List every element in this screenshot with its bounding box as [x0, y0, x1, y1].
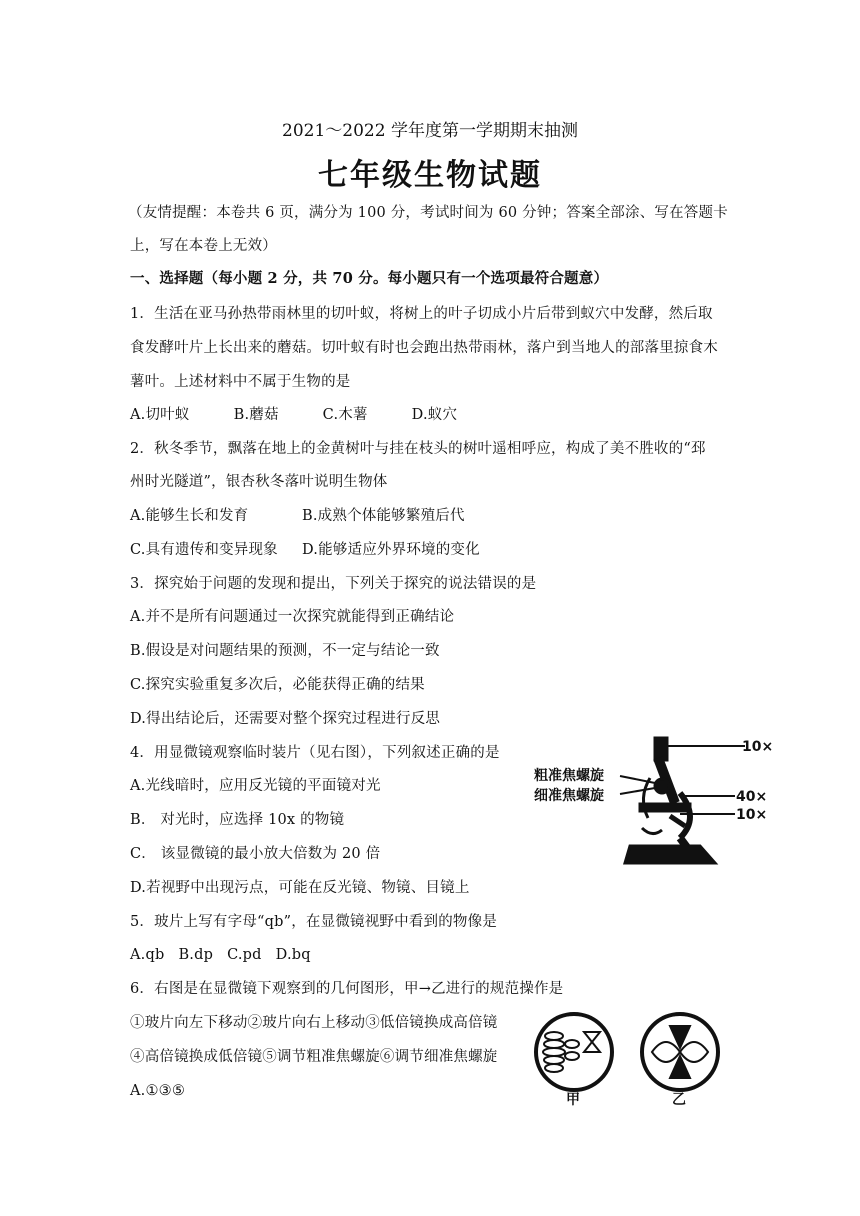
q6-line-2: ①玻片向左下移动②玻片向右上移动③低倍镜换成高倍镜	[130, 1015, 498, 1031]
q1-option-c: C.木薯	[322, 407, 368, 423]
objective-low-label: 10×	[736, 807, 768, 823]
q5-option-a: A.qb	[130, 947, 165, 963]
q2-option-a: A.能够生长和发育	[130, 508, 249, 524]
q1-option-b: B.蘑菇	[233, 407, 279, 423]
q1-options	[130, 405, 501, 425]
section-heading: 一、选择题（每小题 2 分，共 70 分。每小题只有一个选项最符合题意）	[130, 270, 609, 287]
q3-option-d: D.得出结论后，还需要对整个探究过程进行反思	[130, 711, 441, 727]
q5-options	[130, 945, 325, 965]
fine-focus-label: 细准焦螺旋	[534, 788, 604, 804]
label-jia: 甲	[566, 1092, 580, 1108]
q2-options-cd	[130, 540, 480, 560]
q3-option-a: A.并不是所有问题通过一次探究就能得到正确结论	[130, 609, 455, 625]
exam-title: 七年级生物试题	[318, 158, 542, 193]
q1-option-a: A.切叶蚁	[130, 407, 190, 423]
q3-stem: 3．探究始于问题的发现和提出，下列关于探究的说法错误的是	[130, 576, 537, 592]
q3-option-c: C.探究实验重复多次后，必能获得正确的结果	[130, 677, 425, 693]
field-view-jia-icon	[536, 1014, 612, 1090]
q6-line-3: ④高倍镜换成低倍镜⑤调节粗准焦螺旋⑥调节细准焦螺旋	[130, 1049, 498, 1065]
q2-line-1: 2．秋冬季节，飘落在地上的金黄树叶与挂在枝头的树叶遥相呼应，构成了美不胜收的“邳	[130, 441, 706, 457]
q1-line-2: 食发酵叶片上长出来的蘑菇。切叶蚁有时也会跑出热带雨林，落户到当地人的部落里掠食木	[130, 340, 718, 356]
q5-stem: 5．玻片上写有字母“qb”，在显微镜视野中看到的物像是	[130, 914, 498, 930]
q4-option-d: D.若视野中出现污点，可能在反光镜、物镜、目镜上	[130, 880, 470, 896]
q1-line-1: 1．生活在亚马孙热带雨林里的切叶蚁，将树上的叶子切成小片后带到蚁穴中发酵，然后取	[130, 306, 713, 322]
q2-line-2: 州时光隧道”，银杏秋冬落叶说明生物体	[130, 474, 388, 490]
notice-line-2: 上，写在本卷上无效）	[130, 238, 277, 254]
field-of-view-figure	[528, 1008, 728, 1108]
microscope-figure	[530, 728, 775, 868]
notice-line-1: （友情提醒：本卷共 6 页，满分为 100 分，考试时间为 60 分钟；答案全部涂、写在答题卡	[128, 205, 728, 221]
q6-stem: 6．右图是在显微镜下观察到的几何图形，甲→乙进行的规范操作是	[130, 981, 564, 997]
objective-high-label: 40×	[736, 789, 768, 805]
q5-option-c: C.pd	[227, 947, 262, 963]
q4-option-a: A.光线暗时，应用反光镜的平面镜对光	[130, 778, 381, 794]
coarse-focus-label: 粗准焦螺旋	[534, 768, 604, 784]
eyepiece-label: 10×	[742, 739, 774, 755]
q2-option-c: C.具有遗传和变异现象	[130, 542, 278, 558]
q3-option-b: B.假设是对问题结果的预测，不一定与结论一致	[130, 643, 440, 659]
label-yi: 乙	[672, 1092, 686, 1108]
q5-option-d: D.bq	[275, 947, 311, 963]
q5-option-b: B.dp	[178, 947, 214, 963]
q4-option-c: C． 该显微镜的最小放大倍数为 20 倍	[130, 846, 381, 862]
q1-line-3: 薯叶。上述材料中不属于生物的是	[130, 374, 351, 390]
field-view-yi-icon	[642, 1014, 718, 1090]
q1-option-d: D.蚁穴	[411, 407, 458, 423]
q2-option-d: D.能够适应外界环境的变化	[302, 542, 480, 558]
q2-option-b: B.成熟个体能够繁殖后代	[302, 508, 465, 524]
q2-options-ab	[130, 506, 465, 526]
q4-option-b: B． 对光时，应选择 10x 的物镜	[130, 812, 345, 828]
microscope-icon	[625, 738, 715, 863]
exam-subtitle: 2021～2022 学年度第一学期期末抽测	[282, 121, 578, 141]
q4-stem: 4．用显微镜观察临时装片（见右图），下列叙述正确的是	[130, 745, 500, 761]
q6-option-a: A.①③⑤	[130, 1083, 186, 1099]
